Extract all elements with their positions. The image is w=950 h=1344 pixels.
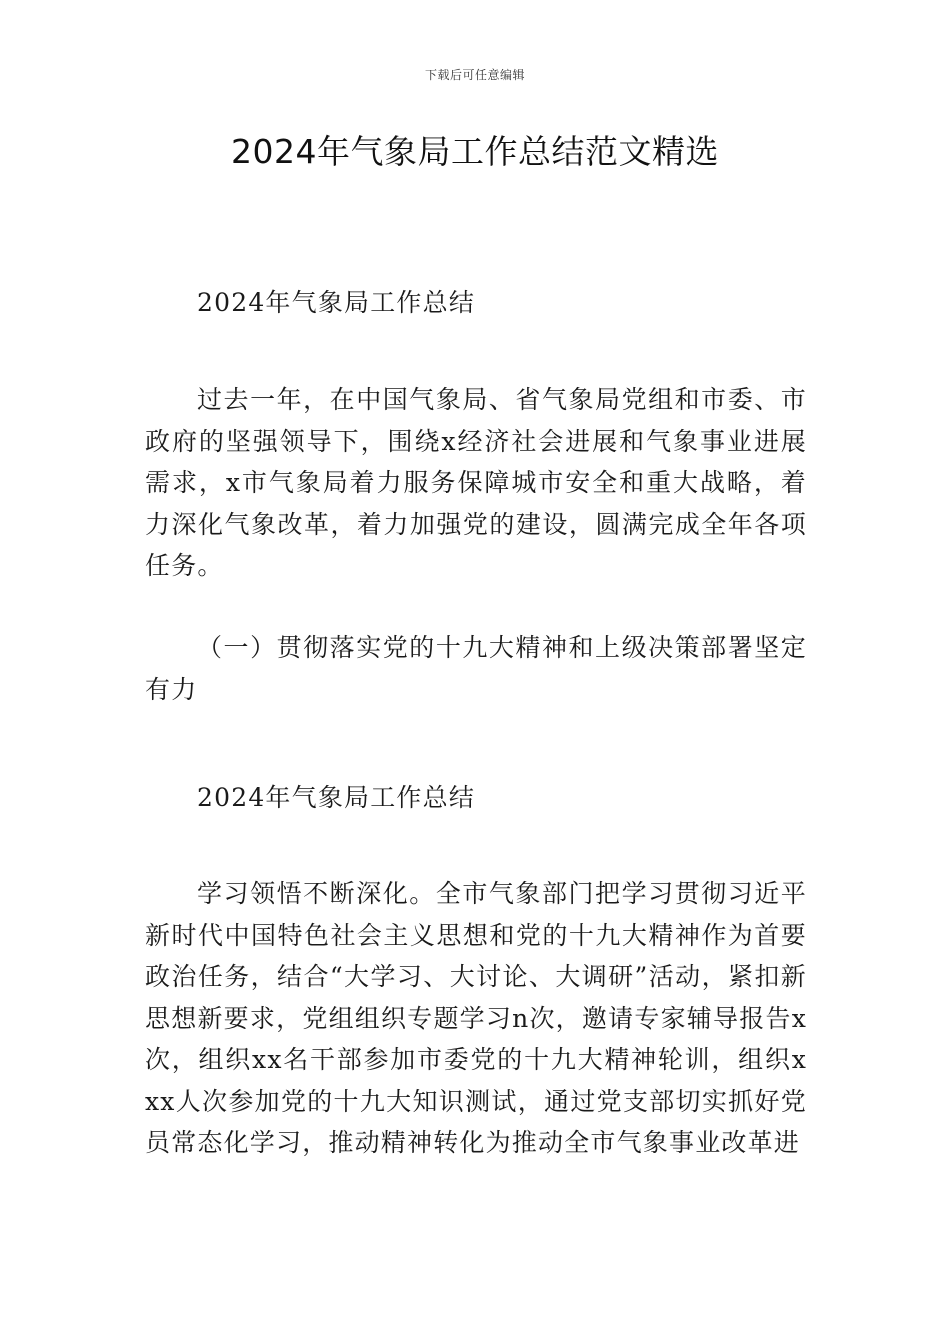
- subheading-annual-summary: 2024年气象局工作总结: [197, 288, 476, 317]
- document-title: 2024年气象局工作总结范文精选: [231, 132, 719, 171]
- section-heading-one: （一）贯彻落实党的十九大精神和上级决策部署坚定有力: [145, 633, 807, 704]
- subheading-annual-summary-repeat: 2024年气象局工作总结: [197, 783, 476, 812]
- paragraph-study: 学习领悟不断深化。全市气象部门把学习贯彻习近平新时代中国特色社会主义思想和党的十九大精神作为首要政治任务，结合“大学习、大讨论、大调研”活动，紧扣新思想新要求，党组组织专题学习n次，邀请专家辅导报告x次，组织xx名干部参加市委党的十九大精神轮训，组织xxx人次参加党的十九大知识测试，通过党支部切实抓好党员常态化学习，推动精神转化为推动全市气象事业改革进: [145, 879, 807, 1157]
- header-note: 下载后可任意编辑: [424, 68, 525, 82]
- paragraph-overview: 过去一年，在中国气象局、省气象局党组和市委、市政府的坚强领导下，围绕x经济社会进展和气象事业进展需求，x市气象局着力服务保障城市安全和重大战略，着力深化气象改革，着力加强党的建设，圆满完成全年各项任务。: [145, 385, 807, 580]
